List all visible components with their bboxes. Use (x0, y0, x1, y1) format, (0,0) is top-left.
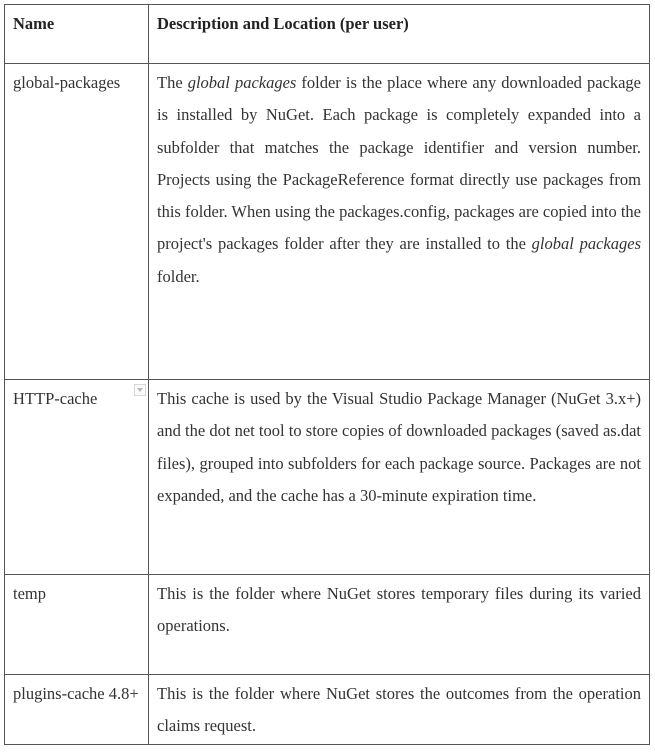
table-row (5, 575, 650, 675)
nuget-folders-table (4, 4, 650, 745)
row-name-label: HTTP-cache (13, 389, 98, 408)
row-description-temp: This is the folder where NuGet stores temporary files during its varied operations. (149, 575, 650, 675)
row-name-global-packages: global-packages (5, 64, 149, 380)
row-description-plugins-cache: This is the folder where NuGet stores the outcomes from the operation claims request. (149, 675, 650, 745)
row-description-http-cache: This cache is used by the Visual Studio Package Manager (NuGet 3.x+) and the dot net tool to store copies of downloaded packages (saved as.dat files), grouped into subfolders for each package source. Packages are not expanded, and the cache has a 30-minute expiration time. (149, 380, 650, 575)
table-header-row (5, 5, 650, 64)
table-row (5, 64, 650, 380)
desc-italic-term: global packages (187, 73, 297, 92)
table-row (5, 380, 650, 575)
row-description-global-packages (149, 64, 650, 380)
desc-text: folder. (157, 266, 200, 286)
header-name: Name (5, 5, 149, 64)
desc-text: The (157, 73, 188, 92)
table-row (5, 675, 650, 745)
row-name-temp: temp (5, 575, 149, 675)
desc-italic-term: global packages (531, 234, 642, 254)
header-description: Description and Location (per user) (149, 5, 650, 64)
desc-text: folder is the place where any downloaded package is installed by NuGet. Each package is completely expanded into a subfolder that matches the package identifier and version number. Projects using the PackageReference format directly use packages from this folder. When using the packages.config, packages are copied into the project's packages folder after they are installed to the (157, 73, 642, 254)
cell-dropdown-marker-icon[interactable] (134, 384, 146, 396)
row-name-http-cache (5, 380, 149, 575)
row-name-plugins-cache: plugins-cache 4.8+ (5, 675, 149, 745)
nuget-folders-table-container (4, 4, 649, 745)
